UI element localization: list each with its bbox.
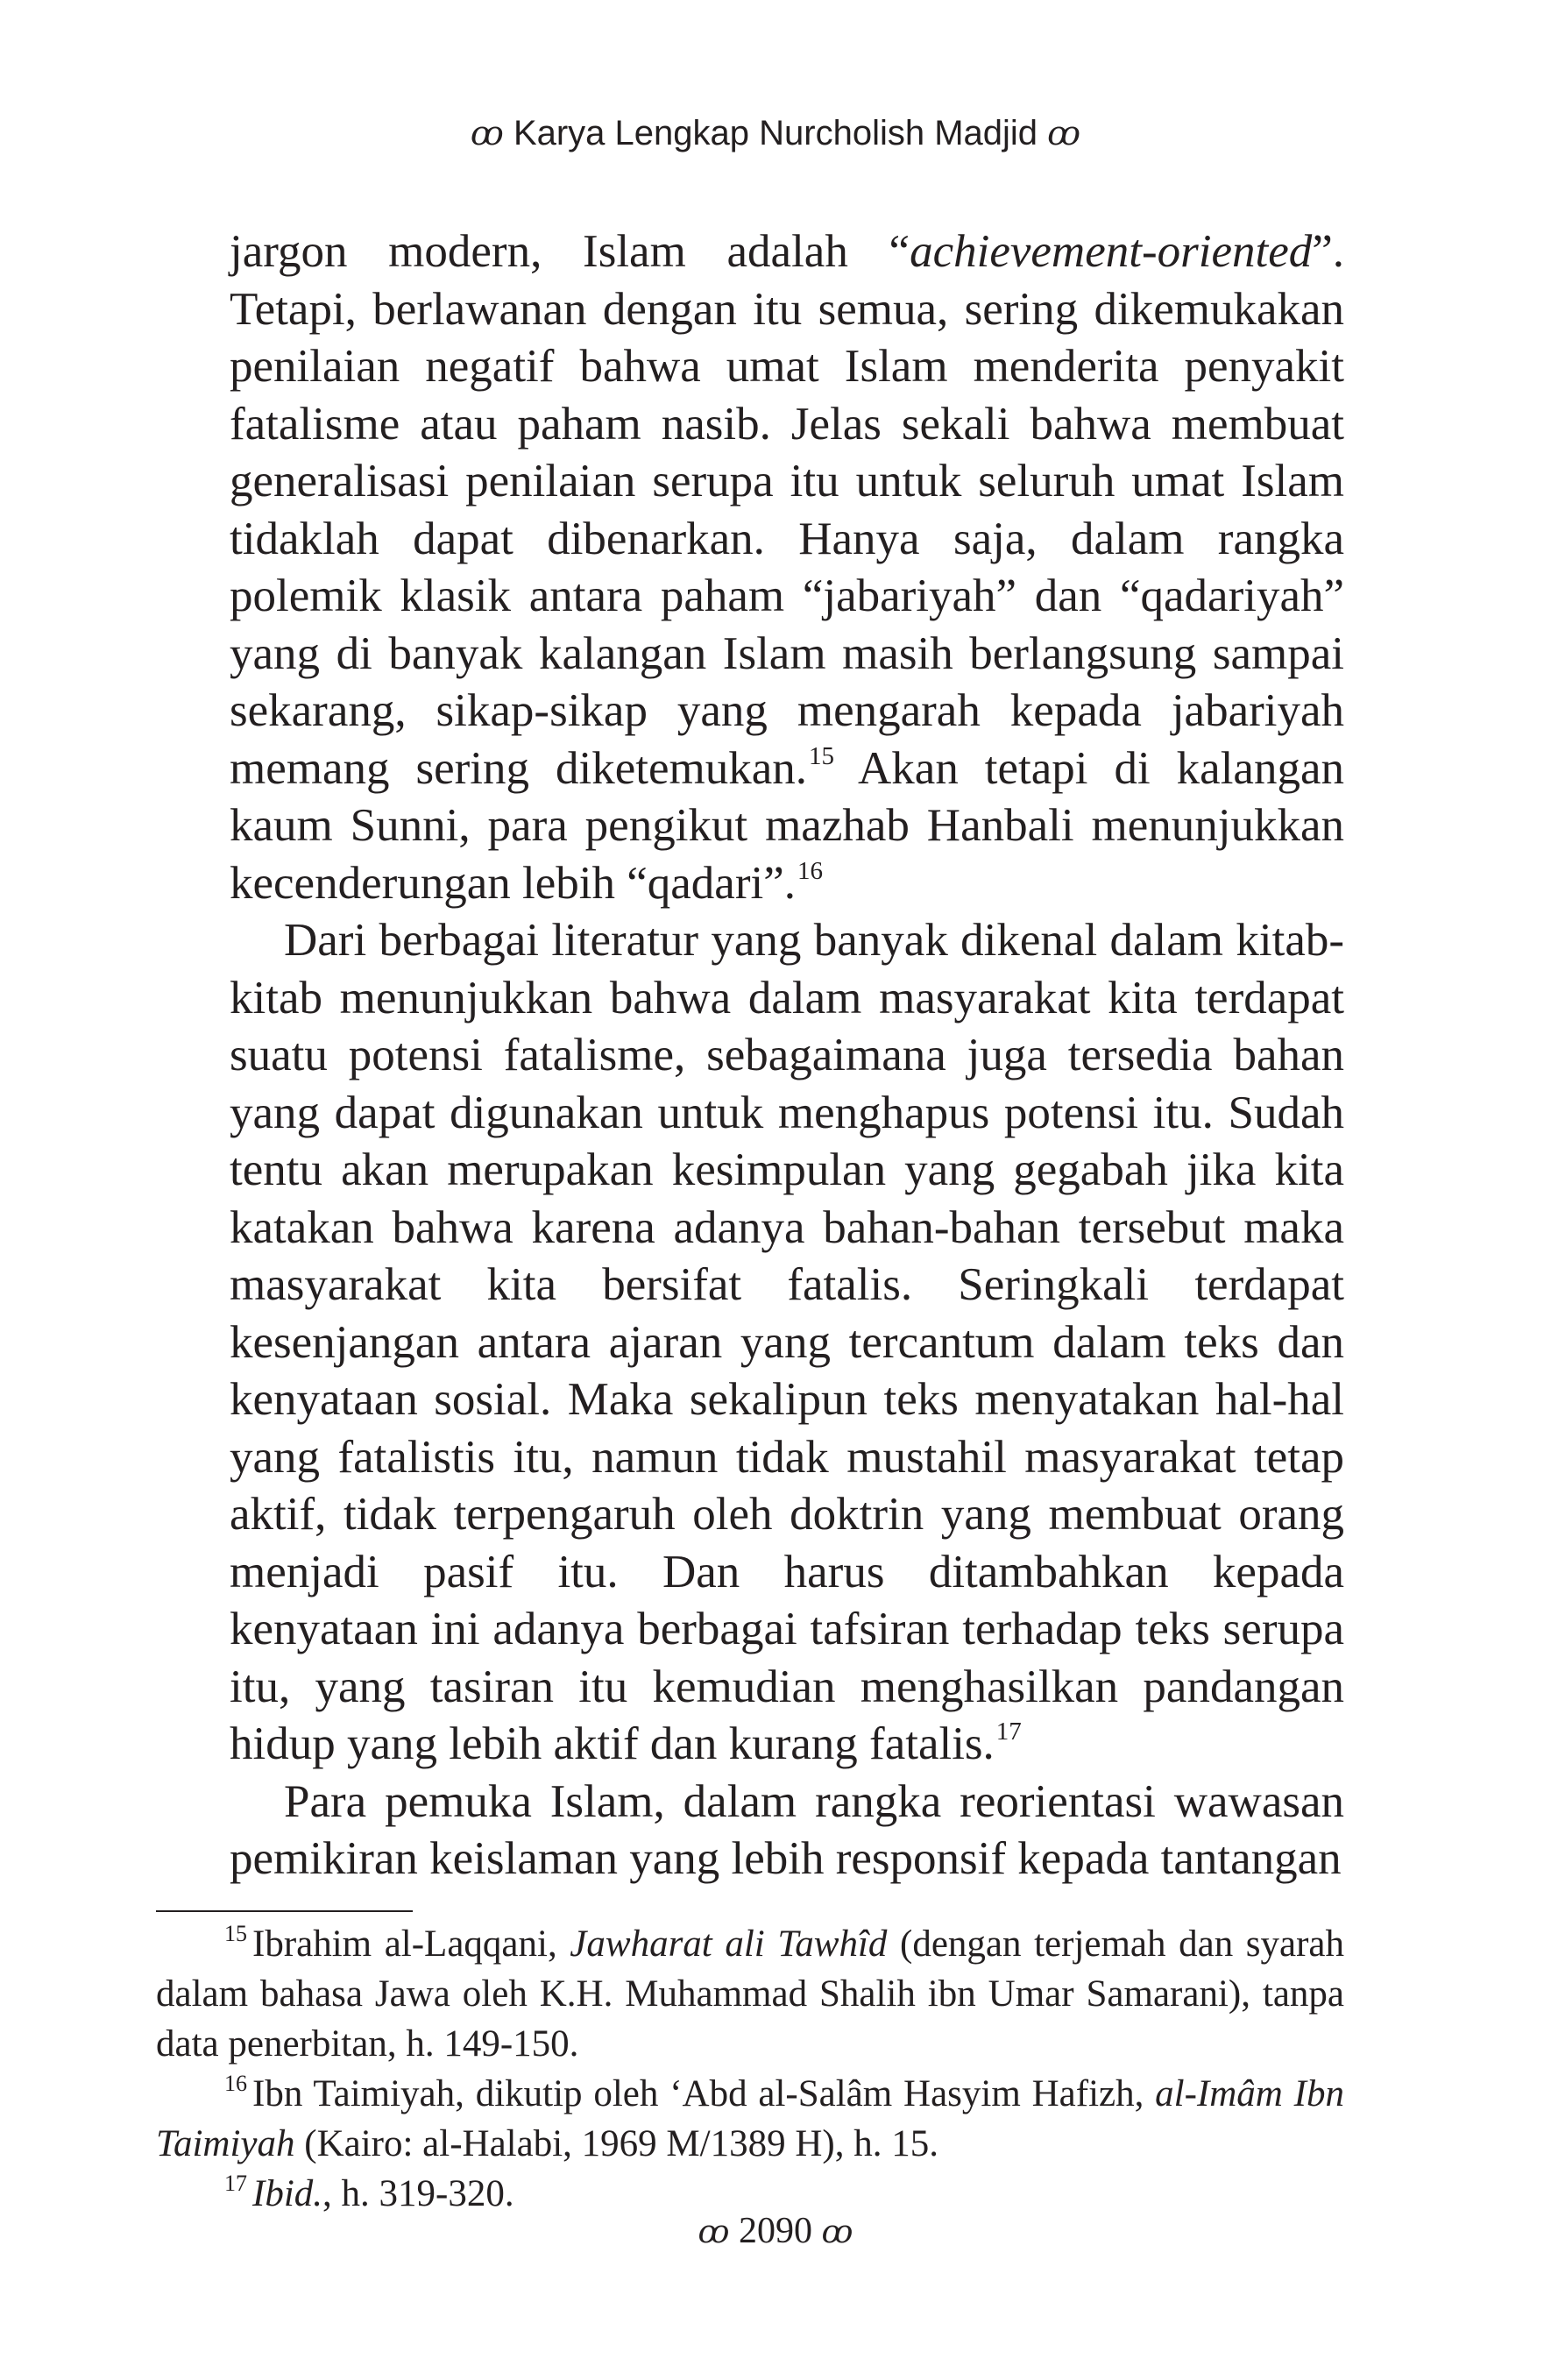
footnote-15-text-a: Ibrahim al-Laqqani, — [252, 1923, 570, 1965]
paragraph-1-text-b: ”. Tetapi, berlawanan dengan itu semua, sering dikemukakan penilaian negatif bahwa umat Islam menderita penyakit fatalisme atau paham nasib. Jelas sekali bahwa membuat generalisasi penilaian serupa itu untuk seluruh umat Islam tidaklah dapat dibenarkan. Hanya saja, dalam rangka polemik klasik antara paham “jabariyah” dan “qadariyah” yang di banyak kalangan Islam masih berlangsung sampai sekarang, sikap-sikap yang mengarah kepada jabariyah memang sering diketemukan. — [230, 226, 1344, 794]
paragraph-1-text-a: jargon modern, Islam adalah “ — [230, 226, 910, 277]
ornament-right-icon: ꝏ — [1047, 114, 1081, 152]
footnote-15-text-b: (dengan terjemah dan syarah dalam bahasa Jawa oleh K.H. Muhammad Shalih ibn Umar Samarani), tanpa data penerbitan, h. 149-150. — [156, 1923, 1345, 2065]
page-footer — [0, 2210, 1551, 2252]
ornament-left-icon: ꝏ — [698, 2214, 730, 2250]
footnote-15-title: Jawharat ali Tawhîd — [570, 1923, 888, 1965]
footnote-17-text-b: , h. 319-320. — [322, 2173, 514, 2214]
paragraph-1-italic: achievement-oriented — [910, 226, 1313, 277]
paragraph-2-text: Dari berbagai literatur yang banyak dikenal dalam kitab-kitab menunjukkan bahwa dalam masyarakat kita terdapat suatu potensi fatalisme, sebagaimana juga tersedia bahan yang dapat digunakan untuk menghapus potensi itu. Sudah tentu akan merupakan kesimpulan yang gegabah jika kita katakan bahwa karena adanya bahan-bahan tersebut maka masyarakat kita bersifat fatalis. Seringkali terdapat kesenjangan antara ajaran yang tercantum dalam teks dan kenyataan sosial. Maka sekalipun teks menyatakan hal-hal yang fatalistis itu, namun tidak mustahil masyarakat tetap aktif, tidak terpengaruh oleh doktrin yang membuat orang menjadi pasif itu. Dan harus ditambahkan kepada kenyataan ini adanya berbagai tafsiran terhadap teks serupa itu, yang tasiran itu kemudian menghasilkan pandangan hidup yang lebih aktif dan kurang fatalis. — [230, 915, 1344, 1769]
paragraph-3-text: Para pemuka Islam, dalam rangka reorientasi wawasan pemikiran keislaman yang lebih responsif kepada tantangan — [230, 1775, 1344, 1884]
ornament-left-icon: ꝏ — [470, 114, 504, 152]
footnote-ref-17[interactable]: 17 — [995, 1718, 1022, 1746]
paragraph-1-text-c: Akan tetapi di kalangan kaum Sunni, para pengikut mazhab Hanbali menunjukkan kecenderungan lebih “qadari”. — [230, 742, 1344, 909]
running-header — [0, 114, 1551, 153]
footnote-17-title: Ibid. — [252, 2173, 323, 2214]
ornament-right-icon: ꝏ — [821, 2214, 853, 2250]
footnotes — [156, 1919, 1344, 2219]
footnote-ref-15[interactable]: 15 — [808, 741, 834, 770]
footnote-16 — [156, 2069, 1344, 2169]
footnote-15-number: 15 — [224, 1921, 247, 1946]
paragraph-1 — [230, 223, 1344, 912]
footnote-ref-16[interactable]: 16 — [797, 856, 823, 885]
footnote-16-number: 16 — [224, 2071, 247, 2096]
body-text — [230, 223, 1344, 1888]
footnote-16-text-b: (Kairo: al-Halabi, 1969 M/1389 H), h. 15. — [294, 2123, 938, 2164]
paragraph-3 — [230, 1774, 1344, 1888]
footnote-16-title: al-Imâm Ibn Taimiyah — [156, 2073, 1344, 2164]
footnote-17-number: 17 — [224, 2171, 247, 2196]
footnote-15 — [156, 1919, 1344, 2069]
page-number: 2090 — [739, 2211, 812, 2251]
running-header-title: Karya Lengkap Nurcholish Madjid — [513, 114, 1038, 152]
footnote-divider — [156, 1910, 413, 1912]
paragraph-2 — [230, 912, 1344, 1774]
footnote-16-text-a: Ibn Taimiyah, dikutip oleh ‘Abd al-Salâm Hasyim Hafizh, — [252, 2073, 1156, 2114]
